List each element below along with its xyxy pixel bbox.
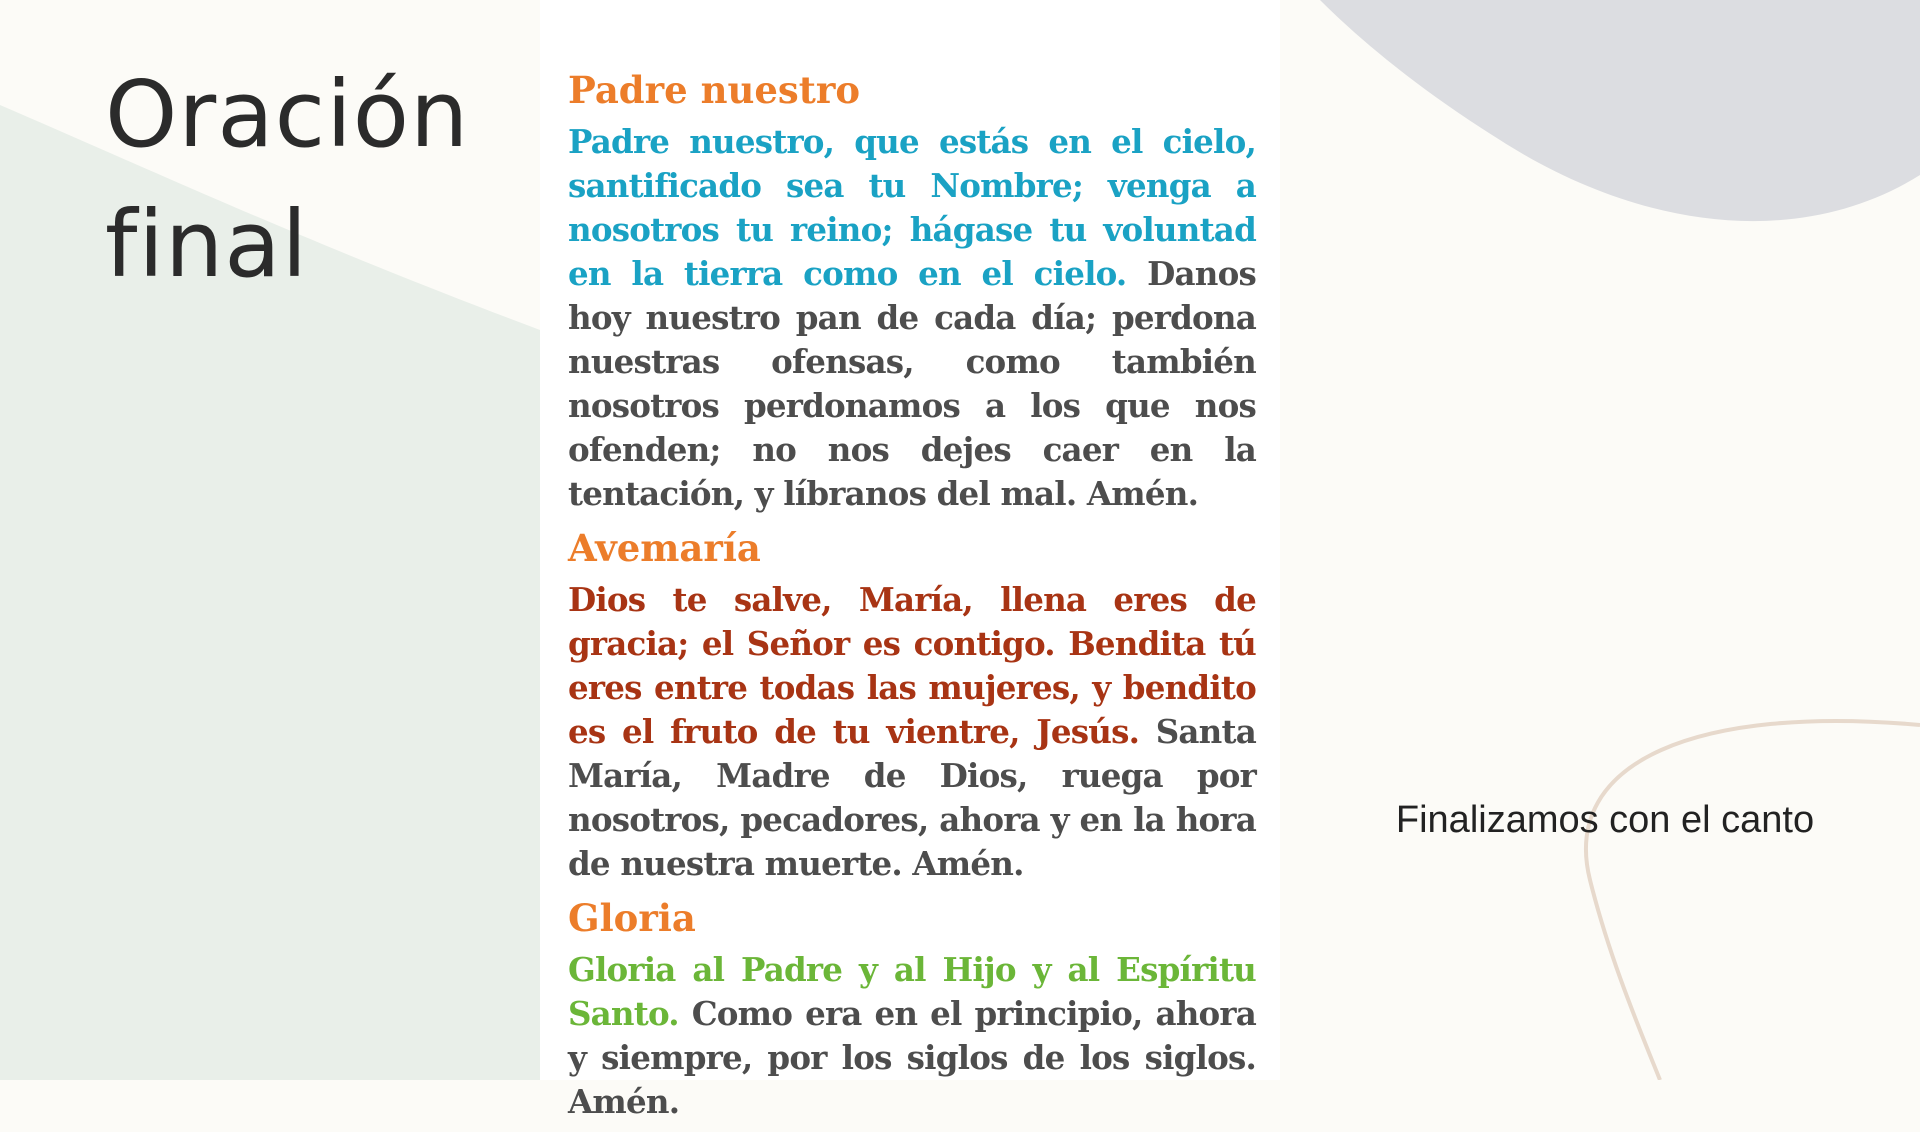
- heading-padre-nuestro: Padre nuestro: [568, 68, 861, 112]
- gloria-rest: Como era en el principio, ahora y siempre, por los siglos de los siglos. Amén.: [568, 994, 1256, 1121]
- heading-avemaria: Avemaría: [568, 526, 761, 570]
- padre-nuestro-highlight: Padre nuestro, que estás en el cielo, santificado sea tu Nombre; venga a nosotros tu reino; hágase tu voluntad en la tierra como en el cielo.: [568, 122, 1256, 293]
- prayer-avemaria: [568, 578, 1256, 886]
- title-line-2: final: [105, 191, 309, 298]
- closing-note: Finalizamos con el canto: [1395, 799, 1815, 841]
- prayer-gloria: [568, 948, 1256, 1124]
- heading-gloria: Gloria: [568, 896, 696, 940]
- avemaria-rest: Santa María, Madre de Dios, ruega por nosotros, pecadores, ahora y en la hora de nuestra muerte. Amén.: [568, 712, 1256, 883]
- gloria-highlight: Gloria al Padre y al Hijo y al Espíritu Santo.: [568, 950, 1256, 1033]
- prayer-padre-nuestro: [568, 120, 1256, 516]
- slide-title: [105, 50, 469, 310]
- top-right-grey-shape: [1320, 0, 1920, 221]
- padre-nuestro-rest: Danos hoy nuestro pan de cada día; perdona nuestras ofensas, como también nosotros perdonamos a los que nos ofenden; no nos dejes caer en la tentación, y líbranos del mal. Amén.: [568, 254, 1256, 513]
- decorative-curve-line: [1586, 721, 1920, 1080]
- prayer-image: [540, 0, 1280, 1121]
- prayer-text-block: [568, 66, 1256, 1132]
- avemaria-highlight: Dios te salve, María, llena eres de gracia; el Señor es contigo. Bendita tú eres entre todas las mujeres, y bendito es el fruto de tu vientre, Jesús.: [568, 580, 1256, 751]
- title-line-1: Oración: [105, 61, 470, 168]
